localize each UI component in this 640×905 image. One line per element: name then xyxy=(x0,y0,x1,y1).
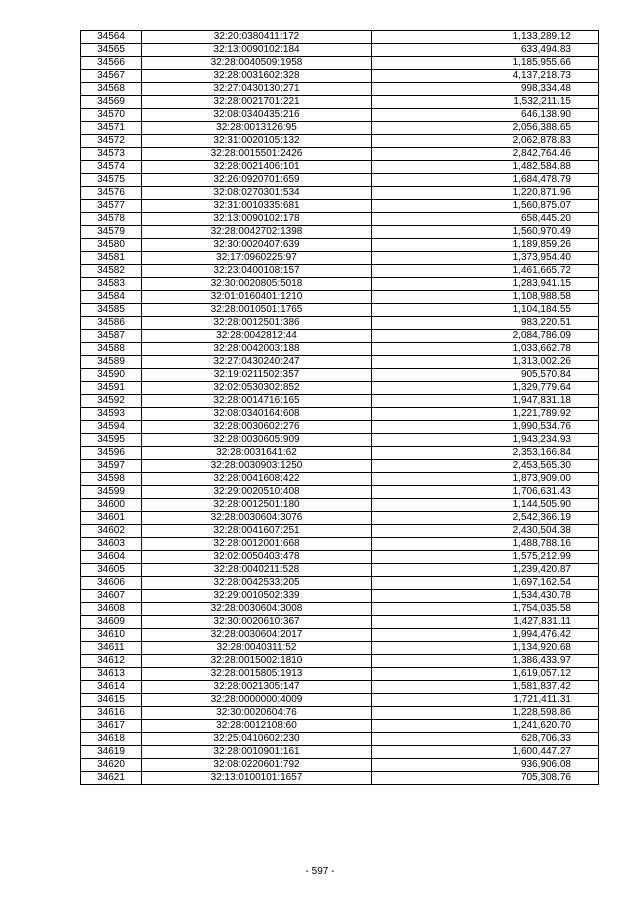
value-cell: 1,427,831.11 xyxy=(372,616,599,629)
value-cell: 4,137,218.73 xyxy=(372,70,599,83)
row-number-cell: 34621 xyxy=(81,772,142,785)
table-row xyxy=(81,694,599,707)
value-cell: 1,560,970.49 xyxy=(372,226,599,239)
table-body xyxy=(81,31,599,785)
cadastral-number-cell: 32:25:0410602:230 xyxy=(142,733,372,746)
table-row xyxy=(81,200,599,213)
table-row xyxy=(81,772,599,785)
row-number-cell: 34619 xyxy=(81,746,142,759)
row-number-cell: 34580 xyxy=(81,239,142,252)
row-number-cell: 34591 xyxy=(81,382,142,395)
cadastral-number-cell: 32:27:0430130:271 xyxy=(142,83,372,96)
table-row xyxy=(81,70,599,83)
value-cell: 1,144,505.90 xyxy=(372,499,599,512)
cadastral-number-cell: 32:31:0010335:681 xyxy=(142,200,372,213)
value-cell: 2,430,504.38 xyxy=(372,525,599,538)
value-cell: 2,842,764.46 xyxy=(372,148,599,161)
table-row xyxy=(81,122,599,135)
table-row xyxy=(81,57,599,70)
value-cell: 628,706.33 xyxy=(372,733,599,746)
row-number-cell: 34564 xyxy=(81,31,142,44)
cadastral-number-cell: 32:01:0160401:1210 xyxy=(142,291,372,304)
row-number-cell: 34612 xyxy=(81,655,142,668)
table-row xyxy=(81,356,599,369)
cadastral-number-cell: 32:28:0010901:161 xyxy=(142,746,372,759)
table-row xyxy=(81,681,599,694)
table-row xyxy=(81,616,599,629)
table-row xyxy=(81,31,599,44)
row-number-cell: 34572 xyxy=(81,135,142,148)
row-number-cell: 34601 xyxy=(81,512,142,525)
table-row xyxy=(81,733,599,746)
value-cell: 1,581,837.42 xyxy=(372,681,599,694)
cadastral-number-cell: 32:13:0100101:1657 xyxy=(142,772,372,785)
cadastral-number-cell: 32:28:0021406:101 xyxy=(142,161,372,174)
table-row xyxy=(81,642,599,655)
value-cell: 1,241,620.70 xyxy=(372,720,599,733)
cadastral-number-cell: 32:28:0015002:1810 xyxy=(142,655,372,668)
value-cell: 1,754,035.58 xyxy=(372,603,599,616)
cadastral-number-cell: 32:28:0042702:1398 xyxy=(142,226,372,239)
cadastral-number-cell: 32:27:0430240:247 xyxy=(142,356,372,369)
cadastral-number-cell: 32:28:0042003:188 xyxy=(142,343,372,356)
row-number-cell: 34576 xyxy=(81,187,142,200)
row-number-cell: 34590 xyxy=(81,369,142,382)
row-number-cell: 34586 xyxy=(81,317,142,330)
table-row xyxy=(81,291,599,304)
table-row xyxy=(81,135,599,148)
table-row xyxy=(81,382,599,395)
cadastral-number-cell: 32:08:0340435:216 xyxy=(142,109,372,122)
row-number-cell: 34570 xyxy=(81,109,142,122)
row-number-cell: 34583 xyxy=(81,278,142,291)
row-number-cell: 34592 xyxy=(81,395,142,408)
value-cell: 1,386,433.97 xyxy=(372,655,599,668)
value-cell: 1,947,831.18 xyxy=(372,395,599,408)
cadastral-number-cell: 32:28:0031641:62 xyxy=(142,447,372,460)
table-row xyxy=(81,577,599,590)
table-row xyxy=(81,174,599,187)
row-number-cell: 34579 xyxy=(81,226,142,239)
cadastral-number-cell: 32:28:0040311:52 xyxy=(142,642,372,655)
cadastral-number-cell: 32:31:0020105:132 xyxy=(142,135,372,148)
row-number-cell: 34573 xyxy=(81,148,142,161)
value-cell: 1,943,234.93 xyxy=(372,434,599,447)
table-row xyxy=(81,720,599,733)
cadastral-number-cell: 32:28:0013126:95 xyxy=(142,122,372,135)
value-cell: 998,334.48 xyxy=(372,83,599,96)
value-cell: 1,373,954.40 xyxy=(372,252,599,265)
table-row xyxy=(81,434,599,447)
table-row xyxy=(81,317,599,330)
row-number-cell: 34608 xyxy=(81,603,142,616)
value-cell: 705,308.76 xyxy=(372,772,599,785)
value-cell: 646,138.90 xyxy=(372,109,599,122)
table-row xyxy=(81,109,599,122)
cadastral-number-cell: 32:13:0090102:184 xyxy=(142,44,372,57)
row-number-cell: 34620 xyxy=(81,759,142,772)
table-row xyxy=(81,629,599,642)
cadastral-number-cell: 32:28:0010501:1765 xyxy=(142,304,372,317)
cadastral-number-cell: 32:28:0040509:1958 xyxy=(142,57,372,70)
table-row xyxy=(81,226,599,239)
value-cell: 2,542,366.19 xyxy=(372,512,599,525)
table-row xyxy=(81,252,599,265)
table-row xyxy=(81,460,599,473)
table-row xyxy=(81,590,599,603)
cadastral-number-cell: 32:02:0530302:852 xyxy=(142,382,372,395)
cadastral-number-cell: 32:28:0012001:668 xyxy=(142,538,372,551)
value-cell: 1,329,779.64 xyxy=(372,382,599,395)
cadastral-number-cell: 32:02:0050403:478 xyxy=(142,551,372,564)
value-cell: 2,056,388.65 xyxy=(372,122,599,135)
value-cell: 1,488,788.16 xyxy=(372,538,599,551)
row-number-cell: 34574 xyxy=(81,161,142,174)
cadastral-number-cell: 32:17:0960225:97 xyxy=(142,252,372,265)
cadastral-number-cell: 32:13:0090102:178 xyxy=(142,213,372,226)
cadastral-number-cell: 32:28:0012108:60 xyxy=(142,720,372,733)
row-number-cell: 34578 xyxy=(81,213,142,226)
table-row xyxy=(81,707,599,720)
table-row xyxy=(81,96,599,109)
cadastral-number-cell: 32:28:0030604:3008 xyxy=(142,603,372,616)
table-row xyxy=(81,655,599,668)
table-row xyxy=(81,369,599,382)
cadastral-number-cell: 32:30:0020805:5018 xyxy=(142,278,372,291)
value-cell: 1,239,420.87 xyxy=(372,564,599,577)
table-row xyxy=(81,278,599,291)
table-row xyxy=(81,148,599,161)
value-cell: 1,033,662.78 xyxy=(372,343,599,356)
cadastral-number-cell: 32:30:0020610:367 xyxy=(142,616,372,629)
row-number-cell: 34597 xyxy=(81,460,142,473)
value-cell: 1,134,920.68 xyxy=(372,642,599,655)
cadastral-number-cell: 32:28:0012501:180 xyxy=(142,499,372,512)
value-cell: 1,532,211.15 xyxy=(372,96,599,109)
table-row xyxy=(81,668,599,681)
cadastral-number-cell: 32:19:0211502:357 xyxy=(142,369,372,382)
cadastral-number-cell: 32:28:0015501:2426 xyxy=(142,148,372,161)
row-number-cell: 34566 xyxy=(81,57,142,70)
table-row xyxy=(81,44,599,57)
table-row xyxy=(81,447,599,460)
value-cell: 1,994,476.42 xyxy=(372,629,599,642)
cadastral-number-cell: 32:28:0041607:251 xyxy=(142,525,372,538)
cadastral-number-cell: 32:08:0340164:608 xyxy=(142,408,372,421)
cadastral-number-cell: 32:28:0021701:221 xyxy=(142,96,372,109)
row-number-cell: 34605 xyxy=(81,564,142,577)
row-number-cell: 34582 xyxy=(81,265,142,278)
table-row xyxy=(81,499,599,512)
value-cell: 2,353,166.84 xyxy=(372,447,599,460)
value-cell: 2,084,786.09 xyxy=(372,330,599,343)
table-row xyxy=(81,395,599,408)
table-row xyxy=(81,239,599,252)
value-cell: 1,221,789.92 xyxy=(372,408,599,421)
table-row xyxy=(81,486,599,499)
cadastral-number-cell: 32:28:0030602:276 xyxy=(142,421,372,434)
row-number-cell: 34607 xyxy=(81,590,142,603)
table-row xyxy=(81,83,599,96)
table-row xyxy=(81,564,599,577)
table-row xyxy=(81,525,599,538)
cadastral-number-cell: 32:30:0020604:76 xyxy=(142,707,372,720)
row-number-cell: 34613 xyxy=(81,668,142,681)
page-number: - 597 - xyxy=(305,866,335,877)
row-number-cell: 34610 xyxy=(81,629,142,642)
cadastral-number-cell: 32:08:0270301:534 xyxy=(142,187,372,200)
row-number-cell: 34584 xyxy=(81,291,142,304)
cadastral-number-cell: 32:28:0030604:2017 xyxy=(142,629,372,642)
value-cell: 1,534,430.78 xyxy=(372,590,599,603)
cadastral-number-cell: 32:28:0030604:3076 xyxy=(142,512,372,525)
row-number-cell: 34618 xyxy=(81,733,142,746)
value-cell: 1,560,875.07 xyxy=(372,200,599,213)
value-cell: 1,220,871.96 xyxy=(372,187,599,200)
row-number-cell: 34575 xyxy=(81,174,142,187)
table-row xyxy=(81,746,599,759)
cadastral-number-cell: 32:08:0220601:792 xyxy=(142,759,372,772)
row-number-cell: 34595 xyxy=(81,434,142,447)
value-cell: 1,721,411.31 xyxy=(372,694,599,707)
value-cell: 1,482,584.88 xyxy=(372,161,599,174)
table-row xyxy=(81,551,599,564)
row-number-cell: 34616 xyxy=(81,707,142,720)
row-number-cell: 34609 xyxy=(81,616,142,629)
cadastral-number-cell: 32:28:0040211:528 xyxy=(142,564,372,577)
row-number-cell: 34581 xyxy=(81,252,142,265)
row-number-cell: 34587 xyxy=(81,330,142,343)
table-row xyxy=(81,187,599,200)
value-cell: 1,873,909.00 xyxy=(372,473,599,486)
value-cell: 1,697,162.54 xyxy=(372,577,599,590)
table-row xyxy=(81,512,599,525)
cadastral-number-cell: 32:28:0042812:44 xyxy=(142,330,372,343)
value-cell: 1,228,598.86 xyxy=(372,707,599,720)
row-number-cell: 34588 xyxy=(81,343,142,356)
cadastral-number-cell: 32:23:0400108:157 xyxy=(142,265,372,278)
cadastral-number-cell: 32:28:0021305:147 xyxy=(142,681,372,694)
row-number-cell: 34604 xyxy=(81,551,142,564)
row-number-cell: 34585 xyxy=(81,304,142,317)
cadastral-number-cell: 32:28:0014716:165 xyxy=(142,395,372,408)
row-number-cell: 34568 xyxy=(81,83,142,96)
table-row xyxy=(81,330,599,343)
value-cell: 1,185,955.66 xyxy=(372,57,599,70)
cadastral-number-cell: 32:28:0015805:1913 xyxy=(142,668,372,681)
table-row xyxy=(81,213,599,226)
row-number-cell: 34617 xyxy=(81,720,142,733)
row-number-cell: 34593 xyxy=(81,408,142,421)
value-cell: 1,990,534.76 xyxy=(372,421,599,434)
value-cell: 1,575,212.99 xyxy=(372,551,599,564)
cadastral-number-cell: 32:20:0380411:172 xyxy=(142,31,372,44)
value-cell: 1,283,941.15 xyxy=(372,278,599,291)
value-cell: 1,133,289.12 xyxy=(372,31,599,44)
cadastral-number-cell: 32:28:0030605:909 xyxy=(142,434,372,447)
cadastral-number-cell: 32:28:0000000:4009 xyxy=(142,694,372,707)
table-row xyxy=(81,343,599,356)
row-number-cell: 34603 xyxy=(81,538,142,551)
table-row xyxy=(81,304,599,317)
cadastral-number-cell: 32:26:0920701:659 xyxy=(142,174,372,187)
row-number-cell: 34600 xyxy=(81,499,142,512)
cadastral-number-cell: 32:29:0020510:408 xyxy=(142,486,372,499)
cadastral-number-cell: 32:29:0010502:339 xyxy=(142,590,372,603)
row-number-cell: 34606 xyxy=(81,577,142,590)
row-number-cell: 34571 xyxy=(81,122,142,135)
value-cell: 936,906.08 xyxy=(372,759,599,772)
value-cell: 633,494.83 xyxy=(372,44,599,57)
value-cell: 1,313,002.26 xyxy=(372,356,599,369)
cadastral-number-cell: 32:28:0012501:386 xyxy=(142,317,372,330)
cadastral-value-table xyxy=(80,30,599,785)
value-cell: 1,108,988.58 xyxy=(372,291,599,304)
table-row xyxy=(81,265,599,278)
cadastral-number-cell: 32:28:0042533:205 xyxy=(142,577,372,590)
table-row xyxy=(81,473,599,486)
row-number-cell: 34567 xyxy=(81,70,142,83)
row-number-cell: 34599 xyxy=(81,486,142,499)
table-row xyxy=(81,759,599,772)
row-number-cell: 34577 xyxy=(81,200,142,213)
value-cell: 658,445.20 xyxy=(372,213,599,226)
value-cell: 1,706,631.43 xyxy=(372,486,599,499)
table-row xyxy=(81,538,599,551)
row-number-cell: 34615 xyxy=(81,694,142,707)
table-row xyxy=(81,408,599,421)
row-number-cell: 34602 xyxy=(81,525,142,538)
value-cell: 1,600,447.27 xyxy=(372,746,599,759)
row-number-cell: 34594 xyxy=(81,421,142,434)
cadastral-number-cell: 32:30:0020407:639 xyxy=(142,239,372,252)
table-row xyxy=(81,161,599,174)
value-cell: 1,684,478.79 xyxy=(372,174,599,187)
row-number-cell: 34596 xyxy=(81,447,142,460)
value-cell: 1,619,057.12 xyxy=(372,668,599,681)
value-cell: 983,220.51 xyxy=(372,317,599,330)
row-number-cell: 34614 xyxy=(81,681,142,694)
row-number-cell: 34611 xyxy=(81,642,142,655)
value-cell: 905,570.84 xyxy=(372,369,599,382)
value-cell: 1,461,665.72 xyxy=(372,265,599,278)
row-number-cell: 34565 xyxy=(81,44,142,57)
value-cell: 2,062,878.83 xyxy=(372,135,599,148)
value-cell: 2,453,565.30 xyxy=(372,460,599,473)
cadastral-number-cell: 32:28:0041608:422 xyxy=(142,473,372,486)
row-number-cell: 34589 xyxy=(81,356,142,369)
cadastral-number-cell: 32:28:0031602:328 xyxy=(142,70,372,83)
cadastral-number-cell: 32:28:0030903:1250 xyxy=(142,460,372,473)
value-cell: 1,104,184.55 xyxy=(372,304,599,317)
row-number-cell: 34598 xyxy=(81,473,142,486)
value-cell: 1,189,859.26 xyxy=(372,239,599,252)
table-row xyxy=(81,603,599,616)
table-row xyxy=(81,421,599,434)
row-number-cell: 34569 xyxy=(81,96,142,109)
